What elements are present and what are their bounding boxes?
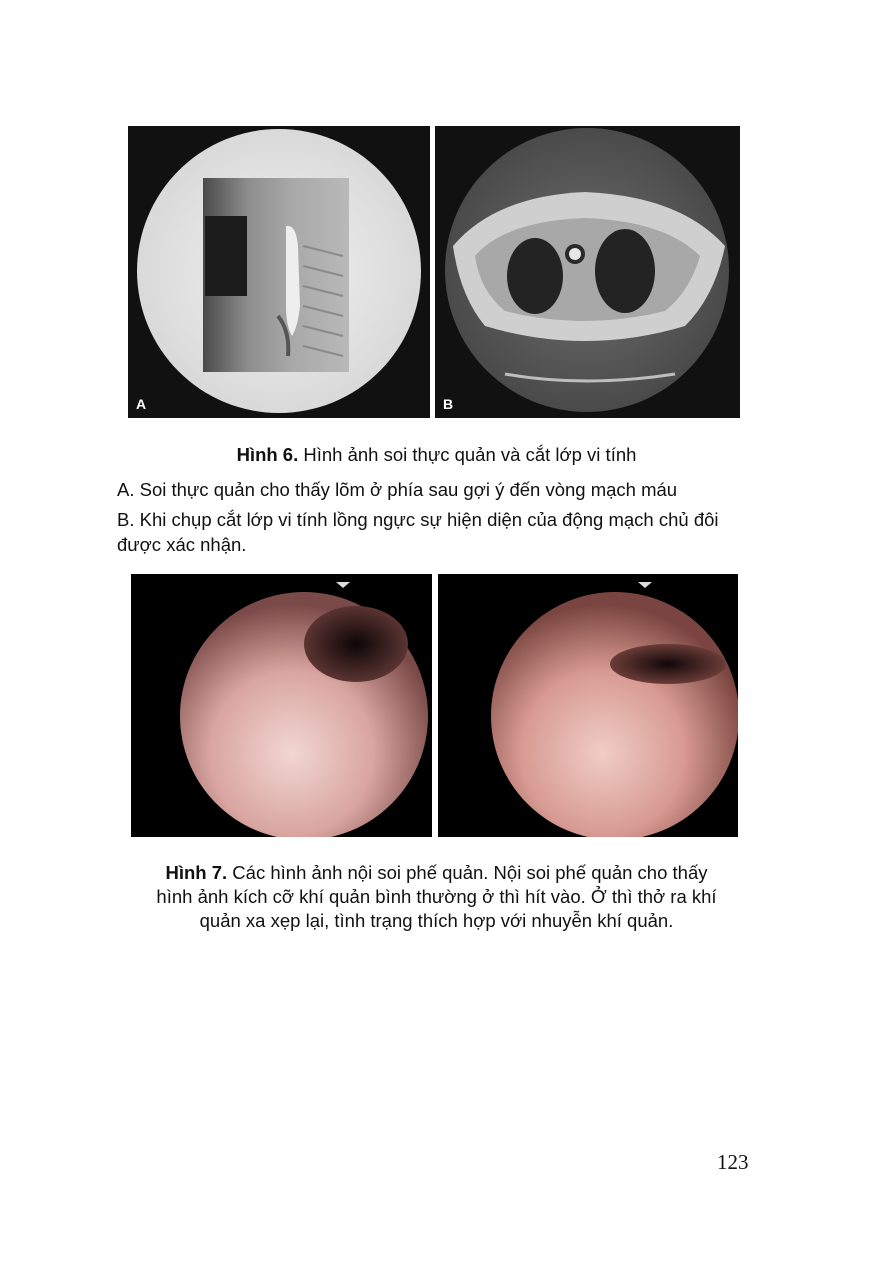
figure-7-caption-line2: hình ảnh kích cỡ khí quản bình thường ở thì hít vào. Ở thì thở ra khí [156,886,717,907]
figure-6-image [128,126,740,418]
figure-7-panel-inspiration [131,574,432,837]
figure-6-note-a: A. Soi thực quản cho thấy lõm ở phía sau gợi ý đến vòng mạch máu [117,479,678,500]
figure-7-caption [95,861,778,933]
figure-6-caption-label: Hình 6. [236,444,299,465]
figure-7-caption-line3: quản xa xẹp lại, tình trạng thích hợp với nhuyễn khí quản. [199,910,674,931]
figure-7-caption-line1 [95,861,778,885]
page-number: 123 [717,1150,749,1174]
figure-6-caption-text: Hình ảnh soi thực quản và cắt lớp vi tính [298,444,637,465]
figure-6-panel-a-esophagram [128,126,430,418]
figure-7-panel-expiration [438,574,738,837]
panel-a-label: A [136,396,147,412]
figure-7-image [131,574,738,837]
figure-6-note-b-line1: B. Khi chụp cắt lớp vi tính lồng ngực sự hiện diện của động mạch chủ đôi [117,509,719,530]
figure-6-note-b-line2: được xác nhận. [117,534,247,555]
figure-7-caption-line1-text: Các hình ảnh nội soi phế quản. Nội soi phế quản cho thấy [227,862,708,883]
figure-6-panel-b-ct-scan [435,126,740,418]
panel-b-label: B [443,396,454,412]
figure-7-caption-label: Hình 7. [165,862,228,883]
figure-6-caption [100,443,773,467]
